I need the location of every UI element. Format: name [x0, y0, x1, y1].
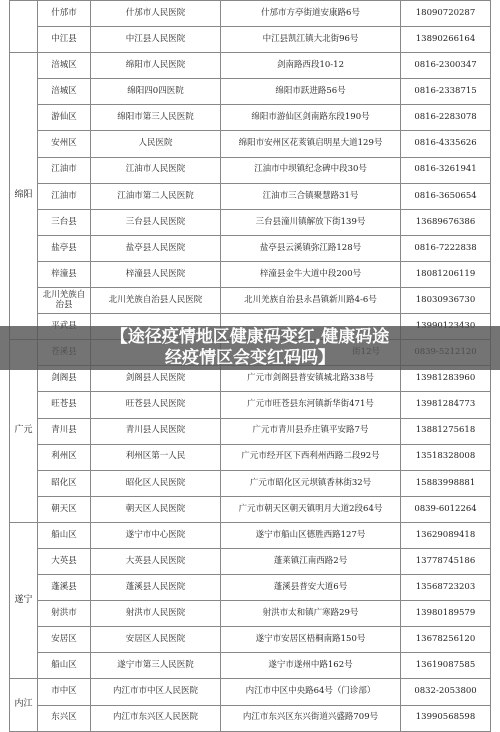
district-cell: 盐亭县 — [38, 235, 91, 261]
address-cell: 内江市东兴区东兴街道兴盛路709号 — [221, 705, 401, 731]
table-row — [10, 53, 491, 79]
district-cell: 蓬溪县 — [38, 575, 91, 601]
address-cell: 广元市青川县乔庄镇平安路7号 — [221, 418, 401, 444]
phone-cell: 13881275618 — [401, 418, 491, 444]
city-cell-suining: 遂宁 — [10, 522, 38, 679]
district-cell: 船山区 — [38, 653, 91, 679]
address-cell: 什邡市方亭街道安康路6号 — [221, 1, 401, 27]
table-row — [10, 157, 491, 183]
phone-cell: 18081206119 — [401, 261, 491, 287]
phone-cell: 0832-2053800 — [401, 679, 491, 705]
city-cell-mianyang: 绵阳 — [10, 53, 38, 340]
table-row — [10, 575, 491, 601]
phone-cell: 13981283960 — [401, 366, 491, 392]
table-row — [10, 1, 491, 27]
address-cell: 中江县凯江镇大北街96号 — [221, 27, 401, 53]
district-cell: 船山区 — [38, 522, 91, 548]
district-cell: 涪城区 — [38, 79, 91, 105]
hospital-cell: 青川县人民医院 — [91, 418, 221, 444]
district-cell: 什邡市 — [38, 1, 91, 27]
phone-cell: 18030936730 — [401, 288, 491, 314]
phone-cell: 0816-4335626 — [401, 131, 491, 157]
hospital-cell: 中江县人民医院 — [91, 27, 221, 53]
district-cell: 游仙区 — [38, 105, 91, 131]
table-row — [10, 522, 491, 548]
table-row — [10, 27, 491, 53]
hospital-cell: 三台县人民医院 — [91, 209, 221, 235]
address-cell: 蓬溪县普安大道6号 — [221, 575, 401, 601]
hospital-cell: 昭化区人民医院 — [91, 470, 221, 496]
table-row — [10, 105, 491, 131]
district-cell: 利州区 — [38, 444, 91, 470]
table-row — [10, 261, 491, 287]
table-row — [10, 627, 491, 653]
table-row — [10, 209, 491, 235]
district-cell: 江油市 — [38, 157, 91, 183]
hospital-cell: 大英县人民医院 — [91, 548, 221, 574]
phone-cell: 13619087585 — [401, 653, 491, 679]
district-cell: 大英县 — [38, 548, 91, 574]
hospital-cell: 利州区第一人民 — [91, 444, 221, 470]
phone-cell: 0816-3261941 — [401, 157, 491, 183]
hospital-cell: 剑阁县人民医院 — [91, 366, 221, 392]
district-cell: 射洪市 — [38, 601, 91, 627]
district-cell: 市中区 — [38, 679, 91, 705]
table-row — [10, 288, 491, 314]
district-cell: 东兴区 — [38, 705, 91, 731]
table-row — [10, 79, 491, 105]
hospital-cell: 绵阳四0四医院 — [91, 79, 221, 105]
address-cell: 蓬莱镇江南西路2号 — [221, 548, 401, 574]
banner-line-2: 经疫情区会变红码吗】 — [165, 348, 335, 368]
phone-cell: 15883998881 — [401, 470, 491, 496]
city-cell — [10, 1, 38, 53]
hospital-cell: 绵阳市第三人民医院 — [91, 105, 221, 131]
address-cell: 梓潼县金牛大道中段200号 — [221, 261, 401, 287]
address-cell: 广元市昭化区元坝镇香林街32号 — [221, 470, 401, 496]
district-cell: 安居区 — [38, 627, 91, 653]
phone-cell: 13678256120 — [401, 627, 491, 653]
district-cell: 昭化区 — [38, 470, 91, 496]
address-cell: 绵阳市安州区花荄镇启明星大道129号 — [221, 131, 401, 157]
district-cell: 剑阁县 — [38, 366, 91, 392]
city-cell-neijiang: 内江 — [10, 679, 38, 731]
hospital-cell: 朝天区人民医院 — [91, 496, 221, 522]
district-cell: 江油市 — [38, 183, 91, 209]
table-row — [10, 653, 491, 679]
district-cell: 安州区 — [38, 131, 91, 157]
address-cell: 广元市朝天区朝天镇明月大道2段64号 — [221, 496, 401, 522]
hospital-cell: 遂宁市第三人民医院 — [91, 653, 221, 679]
banner-line-1: 【途径疫情地区健康码变红,健康码途 — [110, 327, 390, 347]
address-cell: 绵阳市游仙区剑南路东段190号 — [221, 105, 401, 131]
phone-cell: 13980189579 — [401, 601, 491, 627]
address-cell: 遂宁市遂州中路162号 — [221, 653, 401, 679]
address-cell: 三台县潼川镇解放下街139号 — [221, 209, 401, 235]
phone-cell: 13981284773 — [401, 392, 491, 418]
phone-cell: 0816-2338715 — [401, 79, 491, 105]
address-cell: 内江市中区中央路64号（门诊部） — [221, 679, 401, 705]
phone-cell: 18090720287 — [401, 1, 491, 27]
table-row — [10, 418, 491, 444]
phone-cell: 13629089418 — [401, 522, 491, 548]
table-row — [10, 679, 491, 705]
address-cell: 广元市剑阁县普安镇城北路338号 — [221, 366, 401, 392]
address-cell: 江油市中坝镇纪念碑中段30号 — [221, 157, 401, 183]
phone-cell: 13990568598 — [401, 705, 491, 731]
hospital-cell: 梓潼县人民医院 — [91, 261, 221, 287]
table-row — [10, 444, 491, 470]
phone-cell: 0816-7222838 — [401, 235, 491, 261]
hospital-cell: 北川羌族自治县人民医院 — [91, 288, 221, 314]
address-cell: 绵阳市跃进路56号 — [221, 79, 401, 105]
city-cell-guangyuan: 广元 — [10, 340, 38, 523]
title-banner — [0, 326, 500, 370]
address-cell: 广元市旺苍县东河镇新华街471号 — [221, 392, 401, 418]
hospital-cell: 盐亭县人民医院 — [91, 235, 221, 261]
table-row — [10, 183, 491, 209]
district-cell: 朝天区 — [38, 496, 91, 522]
table-row — [10, 470, 491, 496]
district-cell: 青川县 — [38, 418, 91, 444]
hospital-cell: 蓬溪县人民医院 — [91, 575, 221, 601]
phone-cell: 13568723203 — [401, 575, 491, 601]
district-cell: 三台县 — [38, 209, 91, 235]
district-cell: 涪城区 — [38, 53, 91, 79]
hospital-cell: 绵阳市人民医院 — [91, 53, 221, 79]
phone-cell: 0839-6012264 — [401, 496, 491, 522]
hospital-cell: 旺苍县人民医院 — [91, 392, 221, 418]
phone-cell: 13778745186 — [401, 548, 491, 574]
hospital-cell: 人民医院 — [91, 131, 221, 157]
table-row — [10, 392, 491, 418]
phone-cell: 0816-2300347 — [401, 53, 491, 79]
table-row — [10, 548, 491, 574]
table-row — [10, 496, 491, 522]
hospital-cell: 江油市第二人民医院 — [91, 183, 221, 209]
address-cell: 射洪市太和镇广寒路29号 — [221, 601, 401, 627]
table-row — [10, 235, 491, 261]
hospital-cell: 内江市东兴区人民医院 — [91, 705, 221, 731]
phone-cell: 13890266164 — [401, 27, 491, 53]
phone-cell: 13518328008 — [401, 444, 491, 470]
hospital-cell: 遂宁市中心医院 — [91, 522, 221, 548]
table-row — [10, 705, 491, 731]
hospital-cell: 什邡市人民医院 — [91, 1, 221, 27]
address-cell: 盐亭县云溪镇弥江路128号 — [221, 235, 401, 261]
hospital-cell: 安居区人民医院 — [91, 627, 221, 653]
address-cell: 剑南路西段10-12 — [221, 53, 401, 79]
address-cell: 广元市经开区下西利州西路二段92号 — [221, 444, 401, 470]
hospital-cell: 江油市人民医院 — [91, 157, 221, 183]
table-row — [10, 131, 491, 157]
address-cell: 遂宁市船山区德胜西路127号 — [221, 522, 401, 548]
address-cell: 江油市三合镇聚慧路31号 — [221, 183, 401, 209]
hospital-cell: 内江市市中区人民医院 — [91, 679, 221, 705]
phone-cell: 13689676386 — [401, 209, 491, 235]
district-cell: 旺苍县 — [38, 392, 91, 418]
address-cell: 北川羌族自治县永昌镇新川路4-6号 — [221, 288, 401, 314]
district-cell: 中江县 — [38, 27, 91, 53]
hospital-cell: 射洪市人民医院 — [91, 601, 221, 627]
district-cell: 梓潼县 — [38, 261, 91, 287]
district-cell: 北川羌族自治县 — [38, 288, 91, 314]
table-row — [10, 601, 491, 627]
address-cell: 遂宁市安居区梧桐南路150号 — [221, 627, 401, 653]
phone-cell: 0816-3650654 — [401, 183, 491, 209]
phone-cell: 0816-2283078 — [401, 105, 491, 131]
